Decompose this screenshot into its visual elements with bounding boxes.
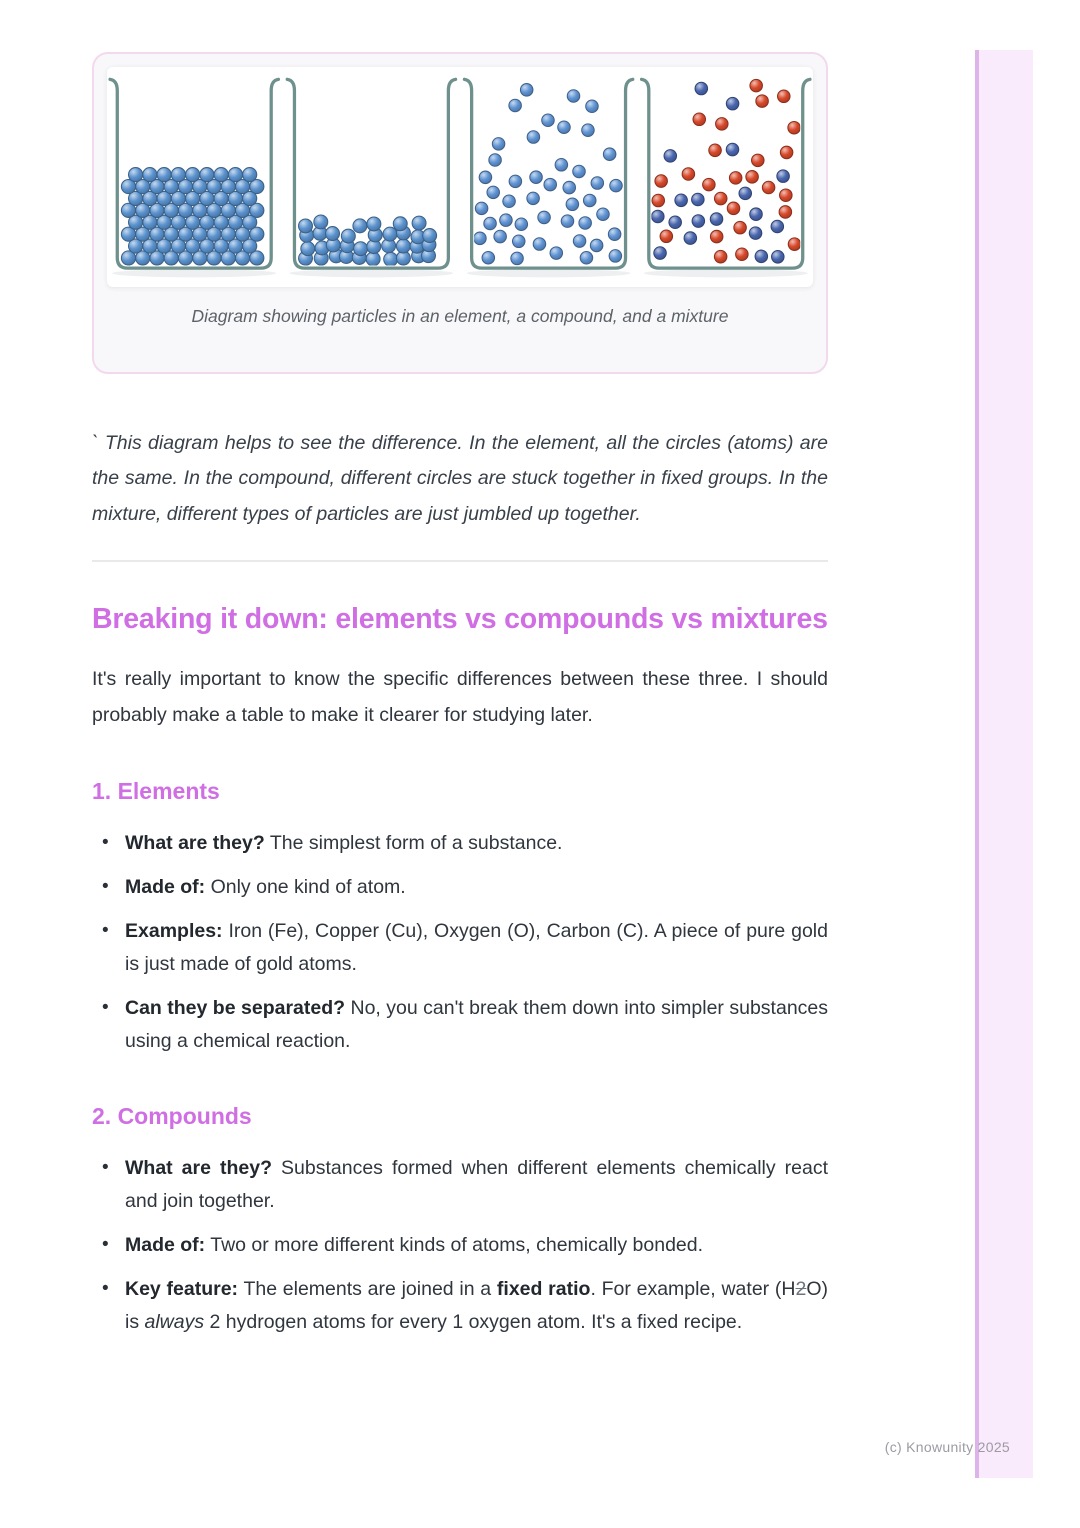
page-content (92, 52, 828, 1350)
figure-caption: Diagram showing particles in an element, a compound, and a mixture (191, 305, 729, 326)
figure-image (107, 67, 813, 287)
quote-paragraph: ` This diagram helps to see the difference. In the element, all the circles (atoms) are the same. In the compound, different circles are stuck together in fixed groups. In the mixture, different types of particles are just jumbled up together. (92, 431, 828, 525)
list-item: • Key feature: The elements are joined in a fixed ratio. For example, water (H2O) is always 2 hydrogen atoms for every 1 oxygen atom. It's a fixed recipe. (92, 1273, 828, 1339)
figure-card (92, 52, 828, 374)
section-heading: Breaking it down: elements vs compounds vs mixtures (92, 603, 828, 636)
list-item: • Made of: Only one kind of atom. (92, 871, 828, 904)
page-margin-strip (975, 50, 1033, 1478)
list-item: • Made of: Two or more different kinds of atoms, chemically bonded. (92, 1229, 828, 1262)
list-item: • Examples: Iron (Fe), Copper (Cu), Oxygen (O), Carbon (C). A piece of pure gold is just made of gold atoms. (92, 915, 828, 981)
subsection-title-compounds: 2. Compounds (92, 1103, 252, 1130)
subsection-title-elements: 1. Elements (92, 778, 220, 805)
intro-paragraph: It's really important to know the specific differences between these three. I should probably make a table to make it clearer for studying later. (92, 668, 828, 726)
bullet-list-elements (92, 827, 828, 1058)
section-divider (92, 560, 828, 562)
bullet-list-compounds (92, 1152, 828, 1339)
list-item: • Can they be separated? No, you can't break them down into simpler substances using a chemical reaction. (92, 992, 828, 1058)
footer-credit: (c) Knowunity 2025 (884, 1439, 1010, 1455)
list-item: • What are they? Substances formed when different elements chemically react and join together. (92, 1152, 828, 1218)
particle-diagram (107, 67, 813, 287)
list-item: • What are they? The simplest form of a substance. (92, 827, 828, 860)
